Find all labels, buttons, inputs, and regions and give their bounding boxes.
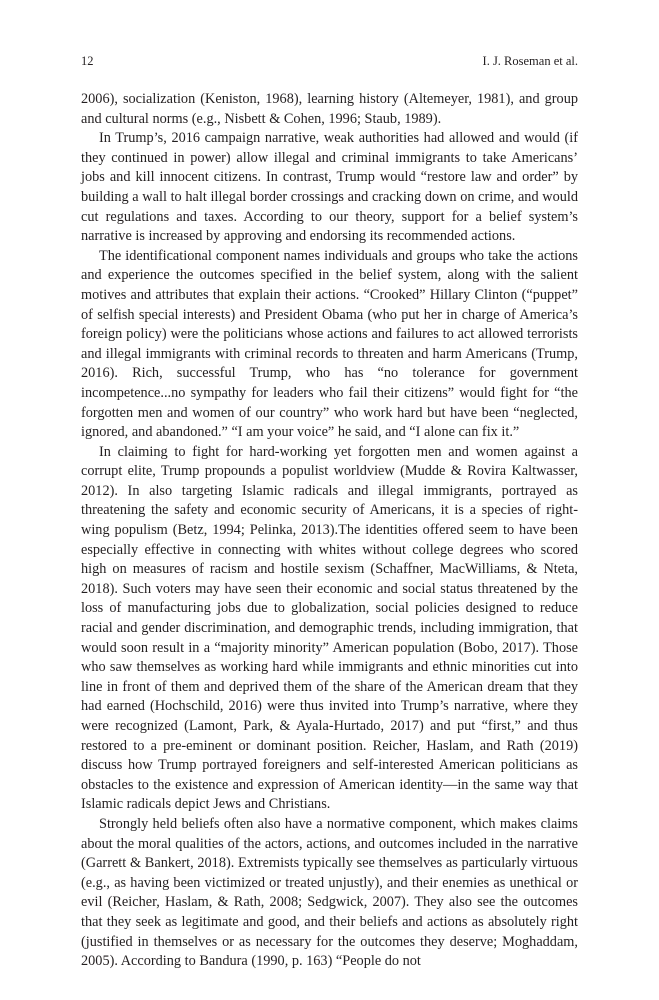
page-number: 12 <box>81 54 94 68</box>
paragraph: The identificational component names individuals and groups who take the actions and experience the outcomes specified in the belief system, along with the salient motives and attributes that explain their actions. “Crooked” Hillary Clinton (“puppet” of selfish special interests) and President Obama (who put her in charge of America’s foreign policy) were the politicians whose actions and failures to act allowed terrorists and illegal immigrants with criminal records to threaten and harm Americans (Trump, 2016). Rich, successful Trump, who has “no tolerance for government incompetence...no sympathy for leaders who fail their citizens” would fight for “the forgotten men and women of our country” who work hard but have been “neglected, ignored, and abandoned.” “I am your voice” he said, and “I alone can fix it.” <box>81 247 578 441</box>
paragraph: Strongly held beliefs often also have a normative component, which makes claims about the moral qualities of the actors, actions, and outcomes included in the narrative (Garrett & Bankert, 2018). Extremists typically see themselves as particularly virtuous (e.g., as having been victimized or treated unjustly), and their enemies as unethical or evil (Reicher, Haslam, & Rath, 2008; Sedgwick, 2007). They also see the outcomes that they seek as legitimate and good, and their beliefs and actions as absolutely right (justified in themselves or as necessary for the outcomes they deserve; Moghaddam, 2005). According to Bandura (1990, p. 163) “People do not <box>81 815 578 970</box>
paragraph: 2006), socialization (Keniston, 1968), learning history (Altemeyer, 1981), and group and cultural norms (e.g., Nisbett & Cohen, 1996; Staub, 1989). <box>81 91 578 127</box>
running-head: I. J. Roseman et al. <box>482 54 578 68</box>
paragraph: In claiming to fight for hard-working yet forgotten men and women against a corrupt elite, Trump propounds a populist worldview (Mudde & Rovira Kaltwasser, 2012). In also targeting Islamic radicals and illegal immigrants, portrayed as threatening the safety and economic security of Americans, it is a species of right-wing populism (Betz, 1994; Pelinka, 2013).The identities offered seem to have been especially effective in connecting with whites without college degrees who scored high on measures of racism and hostile sexism (Schaffner, MacWilliams, & Nteta, 2018). Such voters may have seen their economic and social status threatened by the loss of manufacturing jobs due to globalization, social policies designed to reduce racial and gender discrimination, and demographic trends, including immigration, that would soon result in a “majority minority” American population (Bobo, 2017). Those who saw themselves as working hard while immigrants and ethnic minorities cut into line in front of them and deprived them of the share of the American dream that they had earned (Hochschild, 2016) were thus invited into Trump’s narrative, where they were recognized (Lamont, Park, & Ayala-Hurtado, 2017) and put “first,” and thus restored to a pre-eminent or dominant position. Reicher, Haslam, and Rath (2019) discuss how Trump portrayed foreigners and self-interested American politicians as obstacles to the existence and expression of American identity—in the same way that Islamic radicals depict Jews and Christians. <box>81 443 578 813</box>
body-text <box>81 90 578 972</box>
paragraph: In Trump’s, 2016 campaign narrative, weak authorities had allowed and would (if they continued in power) allow illegal and criminal immigrants to take Americans’ jobs and kill innocent citizens. In contrast, Trump would “restore law and order” by building a wall to halt illegal border crossings and cracking down on crime, and would cut regulations and taxes. According to our theory, support for a belief system’s narrative is increased by approving and endorsing its recommended actions. <box>81 130 578 245</box>
running-header <box>81 54 578 68</box>
